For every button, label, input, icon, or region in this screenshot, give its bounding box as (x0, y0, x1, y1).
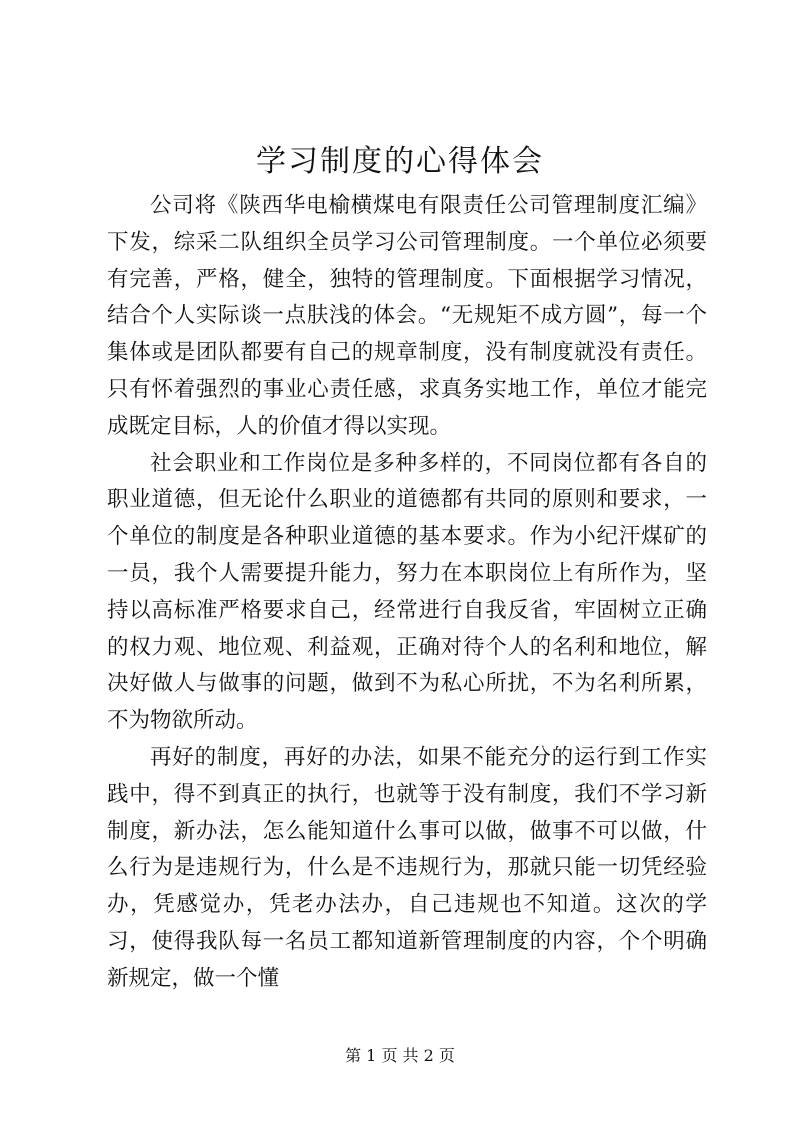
paragraph-3: 再好的制度，再好的办法，如果不能充分的运行到工作实践中，得不到真正的执行，也就等于没有制度，我们不学习新制度，新办法，怎么能知道什么事可以做，做事不可以做，什么行为是违规行为，什么是不违规行为，那就只能一切凭经验办，凭感觉办，凭老办法办，自己违规也不知道。这次的学习，使得我队每一名员工都知道新管理制度的内容，个个明确新规定，做一个懂 (107, 744, 707, 991)
paragraph-1: 公司将《陕西华电榆横煤电有限责任公司管理制度汇编》下发，综采二队组织全员学习公司管理制度。一个单位必须要有完善，严格，健全，独特的管理制度。下面根据学习情况，结合个人实际谈一点肤浅的体会。“无规矩不成方圆”，每一个集体或是团队都要有自己的规章制度，没有制度就没有责任。只有怀着强烈的事业心责任感，求真务实地工作，单位才能完成既定目标，人的价值才得以实现。 (107, 193, 707, 439)
document-body (107, 188, 707, 998)
paragraph-2: 社会职业和工作岗位是多种多样的，不同岗位都有各自的职业道德，但无论什么职业的道德都有共同的原则和要求，一个单位的制度是各种职业道德的基本要求。作为小纪汗煤矿的一员，我个人需要提升能力，努力在本职岗位上有所作为，坚持以高标准严格要求自己，经常进行自我反省，牢固树立正确的权力观、地位观、利益观，正确对待个人的名利和地位，解决好做人与做事的问题，做到不为私心所扰，不为名利所累，不为物欲所动。 (107, 450, 707, 734)
document-title: 学习制度的心得体会 (256, 144, 544, 179)
page-number-footer: 第 1 页 共 2 页 (345, 1046, 455, 1065)
